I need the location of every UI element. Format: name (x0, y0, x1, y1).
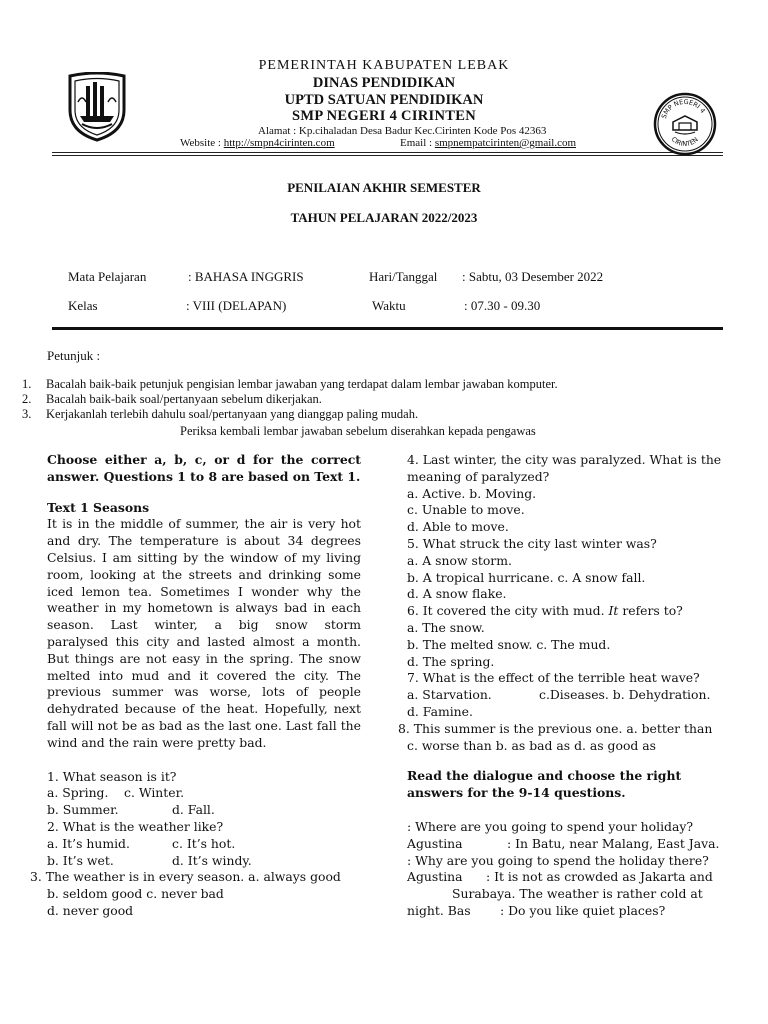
info-divider (52, 327, 723, 330)
day-value: : Sabtu, 03 Desember 2022 (462, 269, 604, 284)
passage-line: iced lemon tea. Sometimes I wonder why the (47, 583, 361, 599)
dialogue-line: Agustina : It is not as crowded as Jakarta and (407, 869, 713, 885)
seal-text-top: SMP NEGERI 4 (659, 97, 707, 120)
passage-line: room, looking at the streets and drinking some (47, 566, 361, 582)
directions-line-2: answer. Questions 1 to 8 are based on Text 1. (47, 468, 361, 484)
question-8: 8. This summer is the previous one. a. better than (398, 720, 713, 736)
website-line (180, 137, 335, 149)
q7-options-row-1 (407, 687, 727, 704)
option: d. Famine. (407, 703, 473, 719)
option: d. A snow flake. (407, 586, 507, 602)
dialogue-line: : Where are you going to spend your holiday? (407, 818, 694, 834)
passage-line: weather in my hometown is always bad in each (47, 600, 361, 616)
passage-line: melted into mud and it covered the city. The (47, 667, 361, 683)
list-item: 2. Bacalah baik-baik soal/pertanyaan sebelum dikerjakan. (22, 392, 322, 406)
question-7: 7. What is the effect of the terrible heat wave? (407, 670, 700, 686)
reading-passage (47, 516, 361, 751)
header-divider (52, 152, 723, 153)
option: c. Unable to move. (407, 502, 525, 518)
email-line (400, 137, 576, 149)
speaker-name: Agustina (407, 835, 463, 851)
dialogue-heading-cont: answers for the 9-14 questions. (407, 785, 626, 801)
question-1: 1. What season is it? (47, 768, 177, 784)
passage-line: season. Last winter, a big snow storm (47, 617, 361, 633)
passage-line: But things are not easy in the spring. The snow (47, 650, 361, 666)
question-4-cont: meaning of paralyzed? (407, 468, 550, 484)
option: c.Diseases. b. Dehydration. (539, 687, 711, 703)
option: b. It’s wet. (47, 852, 114, 868)
question-2: 2. What is the weather like? (47, 818, 224, 834)
website-label: Website : (180, 137, 224, 149)
government-name: PEMERINTAH KABUPATEN LEBAK (258, 58, 510, 73)
q8-options: c. worse than b. as bad as d. as good as (407, 737, 657, 753)
option: a. A snow storm. (407, 552, 512, 568)
option: b. Summer. (47, 802, 119, 818)
class-value: : VIII (DELAPAN) (186, 298, 287, 313)
seal-text-bottom: CIRINTEN (669, 135, 700, 149)
right-column (398, 452, 727, 920)
text-title: Text 1 Seasons (47, 499, 150, 515)
option: a. Spring. (47, 785, 109, 801)
left-column (30, 452, 361, 920)
dialogue-line: Agustina : In Batu, near Malang, East Java. (407, 835, 720, 851)
q1-options-row-1 (47, 785, 361, 802)
dialogue-heading: Read the dialogue and choose the right (407, 768, 682, 784)
day-label: Hari/Tanggal (369, 269, 438, 284)
class-label: Kelas (68, 298, 98, 313)
passage-line: previous summer was worse, lots of people (47, 684, 361, 700)
subject-value: : BAHASA INGGRIS (188, 269, 304, 284)
option: d. Fall. (172, 802, 215, 818)
q1-options-row-2 (47, 802, 361, 819)
time-label: Waktu (372, 298, 406, 313)
q3-options-row-1: b. seldom good c. never bad (47, 886, 224, 902)
option: a. Active. b. Moving. (407, 485, 537, 501)
q2-options-row-1 (47, 836, 361, 853)
dialogue-line: : Why are you going to spend the holiday there? (407, 852, 709, 868)
q2-options-row-2 (47, 853, 361, 870)
instructions-list (22, 377, 558, 422)
passage-line: and dry. The temperature is about 34 degrees (47, 533, 361, 549)
email-label: Email : (400, 137, 435, 149)
unit-name: UPTD SATUAN PENDIDIKAN (284, 92, 484, 108)
directions-line-1: Choose either a, b, c, or d for the correct (47, 452, 361, 467)
speaker-name: night. Bas (407, 902, 471, 918)
passage-line: It is in the middle of summer, the air is very hot (47, 516, 361, 532)
option: d. It’s windy. (172, 852, 252, 868)
option: a. The snow. (407, 619, 485, 635)
question-6: 6. It covered the city with mud. It refers to? (407, 603, 683, 619)
list-item: 1. Bacalah baik-baik petunjuk pengisian lembar jawaban yang terdapat dalam lembar jawaban komputer. (22, 377, 558, 391)
question-3: 3. The weather is in every season. a. always good (30, 869, 341, 885)
dialogue-line: night. Bas : Do you like quiet places? (407, 902, 666, 918)
subject-label: Mata Pelajaran (68, 269, 147, 284)
department-name: DINAS PENDIDIKAN (312, 75, 456, 91)
passage-line: paralysed this city and lasted almost a month. (47, 633, 361, 649)
option: d. The spring. (407, 653, 495, 669)
school-name: SMP NEGERI 4 CIRINTEN (292, 108, 476, 124)
dialogue-line: Surabaya. The weather is rather cold at (452, 886, 703, 902)
question-4: 4. Last winter, the city was paralyzed. What is the (407, 452, 722, 467)
question-5: 5. What struck the city last winter was? (407, 535, 657, 551)
instructions-heading: Petunjuk : (47, 348, 101, 363)
option: c. It’s hot. (172, 835, 236, 851)
q3-options-row-2: d. never good (47, 902, 134, 918)
option: a. It’s humid. (47, 835, 130, 851)
email-link[interactable]: smpnempatcirinten@gmail.com (434, 137, 577, 149)
option: c. Winter. (124, 785, 185, 801)
list-item: 3. Kerjakanlah terlebih dahulu soal/pertanyaan yang dianggap paling mudah. (22, 407, 419, 421)
passage-line: fall will not be as bad as the last one. Last fall the (47, 717, 361, 733)
academic-year: TAHUN PELAJARAN 2022/2023 (290, 210, 478, 225)
option: b. A tropical hurricane. c. A snow fall. (407, 569, 646, 585)
passage-line: dehydrated because of the heat. Hopefully, next (47, 701, 361, 717)
passage-line: wind and the rain were pretty bad. (47, 734, 267, 750)
header-divider-thin (52, 155, 723, 156)
option: d. Able to move. (407, 519, 509, 535)
school-seal (653, 92, 717, 156)
passage-line: Celsius. I am sitting by the window of my living (47, 549, 361, 565)
website-link[interactable]: http://smpn4cirinten.com (223, 137, 335, 149)
time-value: : 07.30 - 09.30 (464, 298, 541, 313)
school-address: Alamat : Kp.cihaladan Desa Badur Kec.Cirinten Kode Pos 42363 (258, 125, 547, 137)
option: a. Starvation. (407, 687, 492, 703)
speaker-name: Agustina (407, 869, 463, 885)
option: b. The melted snow. c. The mud. (407, 636, 611, 652)
check-note: Periksa kembali lembar jawaban sebelum diserahkan kepada pengawas (180, 424, 536, 438)
exam-title: PENILAIAN AKHIR SEMESTER (287, 180, 481, 195)
